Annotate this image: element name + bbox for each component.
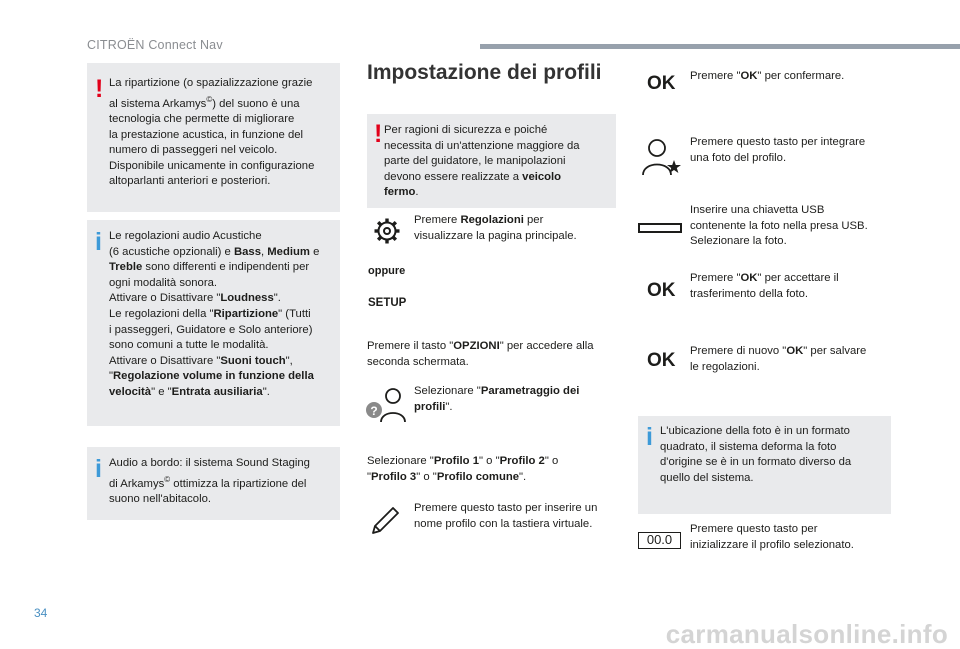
reset-key: 00.0 — [638, 532, 681, 549]
photo-text: Premere questo tasto per integrare una foto del profilo. — [690, 136, 866, 164]
info-icon: i — [95, 455, 102, 483]
accept-text: Premere "OK" per accettare il trasferimento della foto. — [690, 272, 839, 300]
gear-icon — [372, 216, 402, 246]
photo-format-note-text: L'ubicazione della foto è in un formato quadrato, il sistema deforma la foto d'origine se è in un formato diverso da quello del sistema. — [660, 425, 852, 484]
usb-text: Inserire una chiavetta USB contenente la foto nella presa USB. Selezionare la foto. — [690, 204, 868, 248]
select-parameters-text: Selezionare "Parametraggio dei profili". — [414, 385, 580, 413]
profile-star-icon — [640, 135, 686, 177]
ok-key-label: OK — [647, 280, 676, 301]
select-profile-text: Selezionare "Profilo 1" o "Profilo 2" o "Profilo 3" o "Profilo comune". — [367, 455, 559, 483]
watermark: carmanualsonline.info — [665, 619, 948, 649]
reset-text: Premere questo tasto per inizializzare il profilo selezionato. — [690, 523, 854, 551]
section-title: Impostazione dei profili — [367, 61, 602, 84]
options-text: Premere il tasto "OPZIONI" per accedere alla seconda schermata. — [367, 340, 594, 368]
sound-staging-note-text: Audio a bordo: il sistema Sound Staging di Arkamys© ottimizza la ripartizione del suono nell'abitacolo. — [109, 457, 310, 505]
ok-key-label: OK — [647, 73, 676, 94]
arkamys-note — [87, 63, 340, 212]
settings-step-text: Premere Regolazioni per visualizzare la pagina principale. — [414, 214, 577, 242]
oppure-label: oppure — [368, 265, 406, 277]
page-number: 34 — [34, 606, 48, 620]
edit-name-text: Premere questo tasto per inserire un nome profilo con la tastiera virtuale. — [414, 502, 598, 530]
header-title: CITROËN Connect Nav — [87, 38, 223, 52]
warning-exclamation-icon: ! — [374, 120, 383, 148]
question-profile-icon — [364, 386, 410, 424]
arkamys-note-text: La ripartizione (o spazializzazione grazie al sistema Arkamys©) del suono è una tecnologia che permette di migliorare la prestazione acustica, in funzione del numero di passeggeri nel veicolo. Disponibile unicamente in configurazione altoparlanti anteriori e posteriori. — [109, 77, 315, 188]
pencil-icon — [366, 502, 402, 538]
audio-settings-note-text: Le regolazioni audio Acustiche (6 acustiche opzionali) e Bass, Medium e Treble sono differenti e indipendenti per ogni modalità sonora. Attivare o Disattivare "Loudness". Le regolazioni della "Ripartizione" (Tutti i passeggeri, Guidatore e Solo anteriore) sono comuni a tutte le modalità. Attivare o Disattivare "Suoni touch", "Regolazione volume in funzione della velocità" e "Entrata ausiliaria". — [109, 230, 320, 398]
sound-staging-note — [87, 447, 340, 520]
setup-key-label: SETUP — [368, 297, 407, 309]
warning-exclamation-icon: ! — [95, 75, 104, 103]
svg-text:?: ? — [370, 404, 378, 418]
header-bar — [480, 44, 960, 49]
info-icon: i — [95, 228, 102, 256]
safety-note — [367, 114, 616, 208]
info-icon: i — [646, 423, 653, 451]
safety-note-text: Per ragioni di sicurezza e poiché necessita di un'attenzione maggiore da parte del guidatore, le manipolazioni devono essere realizzate a veicolo fermo. — [384, 124, 580, 199]
confirm-text: Premere "OK" per confermare. — [690, 70, 845, 82]
audio-settings-note — [87, 220, 340, 426]
photo-format-note — [638, 416, 891, 514]
ok-key-label: OK — [647, 350, 676, 371]
usb-stick-icon — [638, 222, 682, 234]
save-text: Premere di nuovo "OK" per salvare le regolazioni. — [690, 345, 867, 373]
